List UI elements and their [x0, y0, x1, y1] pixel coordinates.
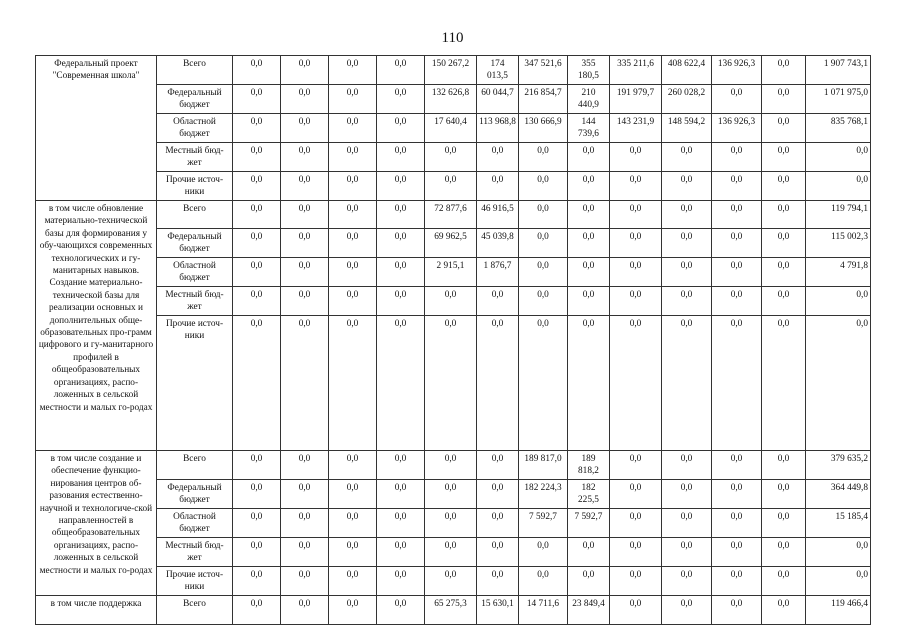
value-cell: 0,0 [233, 596, 281, 625]
value-cell: 0,0 [519, 316, 568, 451]
value-cell: 0,0 [329, 229, 377, 258]
value-cell: 0,0 [762, 538, 806, 567]
value-cell: 0,0 [425, 287, 477, 316]
value-cell: 0,0 [233, 85, 281, 114]
value-cell: 0,0 [762, 596, 806, 625]
value-cell: 136 926,3 [712, 56, 762, 85]
funding-source: Областной бюджет [157, 258, 233, 287]
value-cell: 189 817,0 [519, 451, 568, 480]
value-cell: 0,0 [762, 451, 806, 480]
total-cell: 1 071 975,0 [806, 85, 871, 114]
value-cell: 136 926,3 [712, 114, 762, 143]
value-cell: 0,0 [329, 114, 377, 143]
value-cell: 0,0 [662, 287, 712, 316]
value-cell: 0,0 [662, 201, 712, 229]
total-cell: 115 002,3 [806, 229, 871, 258]
value-cell: 0,0 [233, 567, 281, 596]
value-cell: 0,0 [762, 85, 806, 114]
page-number: 110 [441, 30, 464, 46]
value-cell: 0,0 [233, 201, 281, 229]
table-row [36, 538, 871, 567]
value-cell: 0,0 [281, 596, 329, 625]
table-row [36, 596, 871, 625]
value-cell: 0,0 [662, 316, 712, 451]
value-cell: 60 044,7 [477, 85, 519, 114]
value-cell: 182 224,3 [519, 480, 568, 509]
group-name: в том числе создание и обеспечение функцио-нирования центров об-разования естественно-научной и технологиче-ской направленностей в общеобразовательных организациях, распо-ложенных в сельской местности и малых го-родах [36, 451, 157, 596]
value-cell: 0,0 [281, 114, 329, 143]
value-cell: 0,0 [233, 287, 281, 316]
funding-source: Местный бюд-жет [157, 287, 233, 316]
value-cell: 0,0 [425, 567, 477, 596]
value-cell: 0,0 [610, 287, 662, 316]
funding-source: Областной бюджет [157, 114, 233, 143]
value-cell: 0,0 [377, 567, 425, 596]
value-cell: 143 231,9 [610, 114, 662, 143]
value-cell: 0,0 [662, 451, 712, 480]
value-cell: 0,0 [477, 480, 519, 509]
total-cell: 0,0 [806, 143, 871, 172]
value-cell: 0,0 [712, 201, 762, 229]
funding-source: Федеральный бюджет [157, 229, 233, 258]
value-cell: 0,0 [281, 316, 329, 451]
value-cell: 144 739,6 [568, 114, 610, 143]
value-cell: 210 440,9 [568, 85, 610, 114]
value-cell: 0,0 [477, 538, 519, 567]
total-cell: 0,0 [806, 538, 871, 567]
value-cell: 408 622,4 [662, 56, 712, 85]
value-cell: 0,0 [519, 538, 568, 567]
value-cell: 0,0 [712, 85, 762, 114]
value-cell: 0,0 [610, 201, 662, 229]
value-cell: 0,0 [377, 56, 425, 85]
value-cell: 0,0 [329, 567, 377, 596]
funding-source: Областной бюджет [157, 509, 233, 538]
value-cell: 0,0 [762, 567, 806, 596]
group-name: Федеральный проект "Современная школа" [36, 56, 157, 201]
table-row [36, 172, 871, 201]
value-cell: 0,0 [662, 172, 712, 201]
value-cell: 0,0 [281, 480, 329, 509]
funding-source: Федеральный бюджет [157, 85, 233, 114]
value-cell: 150 267,2 [425, 56, 477, 85]
value-cell: 0,0 [425, 509, 477, 538]
table-row [36, 509, 871, 538]
table-row [36, 287, 871, 316]
value-cell: 0,0 [377, 316, 425, 451]
value-cell: 0,0 [568, 143, 610, 172]
table-row [36, 85, 871, 114]
value-cell: 0,0 [568, 316, 610, 451]
value-cell: 0,0 [762, 509, 806, 538]
value-cell: 0,0 [377, 596, 425, 625]
value-cell: 0,0 [662, 509, 712, 538]
value-cell: 1 876,7 [477, 258, 519, 287]
value-cell: 0,0 [281, 85, 329, 114]
value-cell: 0,0 [519, 287, 568, 316]
value-cell: 216 854,7 [519, 85, 568, 114]
value-cell: 0,0 [281, 287, 329, 316]
value-cell: 15 630,1 [477, 596, 519, 625]
total-cell: 0,0 [806, 316, 871, 451]
value-cell: 0,0 [610, 596, 662, 625]
value-cell: 0,0 [712, 567, 762, 596]
value-cell: 0,0 [712, 451, 762, 480]
value-cell: 0,0 [519, 201, 568, 229]
value-cell: 0,0 [568, 567, 610, 596]
value-cell: 0,0 [762, 480, 806, 509]
value-cell: 0,0 [377, 258, 425, 287]
value-cell: 0,0 [519, 172, 568, 201]
value-cell: 0,0 [425, 538, 477, 567]
value-cell: 0,0 [281, 172, 329, 201]
value-cell: 0,0 [762, 316, 806, 451]
value-cell: 0,0 [425, 143, 477, 172]
value-cell: 0,0 [712, 596, 762, 625]
value-cell: 0,0 [377, 287, 425, 316]
value-cell: 0,0 [477, 509, 519, 538]
value-cell: 0,0 [610, 509, 662, 538]
value-cell: 0,0 [329, 258, 377, 287]
value-cell: 0,0 [712, 316, 762, 451]
table-row [36, 258, 871, 287]
value-cell: 0,0 [568, 287, 610, 316]
funding-source: Всего [157, 451, 233, 480]
value-cell: 0,0 [329, 56, 377, 85]
value-cell: 2 915,1 [425, 258, 477, 287]
value-cell: 0,0 [329, 201, 377, 229]
value-cell: 0,0 [610, 258, 662, 287]
total-cell: 0,0 [806, 287, 871, 316]
value-cell: 0,0 [568, 172, 610, 201]
value-cell: 0,0 [233, 56, 281, 85]
value-cell: 113 968,8 [477, 114, 519, 143]
value-cell: 0,0 [712, 287, 762, 316]
value-cell: 0,0 [477, 287, 519, 316]
value-cell: 260 028,2 [662, 85, 712, 114]
funding-source: Местный бюд-жет [157, 538, 233, 567]
value-cell: 0,0 [477, 143, 519, 172]
value-cell: 0,0 [762, 201, 806, 229]
value-cell: 0,0 [377, 114, 425, 143]
value-cell: 0,0 [519, 229, 568, 258]
value-cell: 0,0 [662, 258, 712, 287]
total-cell: 364 449,8 [806, 480, 871, 509]
value-cell: 0,0 [329, 538, 377, 567]
value-cell: 0,0 [762, 172, 806, 201]
value-cell: 7 592,7 [519, 509, 568, 538]
total-cell: 1 907 743,1 [806, 56, 871, 85]
value-cell: 0,0 [712, 143, 762, 172]
value-cell: 0,0 [281, 229, 329, 258]
value-cell: 0,0 [712, 509, 762, 538]
value-cell: 0,0 [233, 114, 281, 143]
value-cell: 0,0 [377, 229, 425, 258]
value-cell: 0,0 [712, 538, 762, 567]
value-cell: 0,0 [233, 258, 281, 287]
value-cell: 0,0 [329, 596, 377, 625]
value-cell: 0,0 [662, 596, 712, 625]
value-cell: 174 013,5 [477, 56, 519, 85]
value-cell: 0,0 [477, 567, 519, 596]
funding-source: Прочие источ-ники [157, 172, 233, 201]
value-cell: 0,0 [233, 172, 281, 201]
value-cell: 0,0 [712, 172, 762, 201]
value-cell: 0,0 [519, 258, 568, 287]
value-cell: 0,0 [329, 143, 377, 172]
value-cell: 0,0 [329, 85, 377, 114]
value-cell: 0,0 [568, 258, 610, 287]
value-cell: 191 979,7 [610, 85, 662, 114]
total-cell: 835 768,1 [806, 114, 871, 143]
value-cell: 0,0 [662, 538, 712, 567]
funding-source: Федеральный бюджет [157, 480, 233, 509]
value-cell: 0,0 [712, 480, 762, 509]
table-row [36, 316, 871, 451]
value-cell: 0,0 [329, 316, 377, 451]
value-cell: 0,0 [762, 258, 806, 287]
group-name: в том числе поддержка [36, 596, 157, 625]
value-cell: 347 521,6 [519, 56, 568, 85]
value-cell: 0,0 [329, 172, 377, 201]
value-cell: 0,0 [662, 229, 712, 258]
value-cell: 0,0 [377, 172, 425, 201]
value-cell: 132 626,8 [425, 85, 477, 114]
funding-source: Всего [157, 201, 233, 229]
value-cell: 0,0 [477, 451, 519, 480]
value-cell: 0,0 [377, 451, 425, 480]
value-cell: 0,0 [233, 480, 281, 509]
value-cell: 0,0 [281, 143, 329, 172]
funding-source: Прочие источ-ники [157, 567, 233, 596]
table-row [36, 201, 871, 229]
value-cell: 0,0 [281, 451, 329, 480]
value-cell: 45 039,8 [477, 229, 519, 258]
value-cell: 0,0 [425, 480, 477, 509]
value-cell: 355 180,5 [568, 56, 610, 85]
value-cell: 0,0 [568, 538, 610, 567]
value-cell: 0,0 [712, 229, 762, 258]
value-cell: 0,0 [712, 258, 762, 287]
value-cell: 0,0 [762, 143, 806, 172]
funding-source: Прочие источ-ники [157, 316, 233, 451]
value-cell: 0,0 [662, 480, 712, 509]
value-cell: 189 818,2 [568, 451, 610, 480]
value-cell: 0,0 [762, 287, 806, 316]
value-cell: 0,0 [233, 538, 281, 567]
value-cell: 0,0 [477, 172, 519, 201]
value-cell: 148 594,2 [662, 114, 712, 143]
value-cell: 0,0 [568, 201, 610, 229]
total-cell: 379 635,2 [806, 451, 871, 480]
funding-source: Местный бюд-жет [157, 143, 233, 172]
table-row [36, 229, 871, 258]
value-cell: 0,0 [281, 538, 329, 567]
value-cell: 0,0 [233, 451, 281, 480]
value-cell: 0,0 [610, 451, 662, 480]
value-cell: 0,0 [329, 451, 377, 480]
value-cell: 0,0 [519, 567, 568, 596]
value-cell: 14 711,6 [519, 596, 568, 625]
value-cell: 0,0 [477, 316, 519, 451]
table-row [36, 480, 871, 509]
value-cell: 0,0 [329, 509, 377, 538]
value-cell: 0,0 [610, 229, 662, 258]
total-cell: 119 466,4 [806, 596, 871, 625]
value-cell: 0,0 [377, 538, 425, 567]
value-cell: 0,0 [662, 143, 712, 172]
value-cell: 0,0 [281, 509, 329, 538]
value-cell: 0,0 [568, 229, 610, 258]
value-cell: 0,0 [281, 56, 329, 85]
value-cell: 0,0 [425, 316, 477, 451]
value-cell: 0,0 [377, 201, 425, 229]
value-cell: 0,0 [233, 316, 281, 451]
total-cell: 0,0 [806, 567, 871, 596]
value-cell: 0,0 [610, 316, 662, 451]
value-cell: 0,0 [281, 201, 329, 229]
value-cell: 0,0 [610, 172, 662, 201]
value-cell: 65 275,3 [425, 596, 477, 625]
value-cell: 23 849,4 [568, 596, 610, 625]
value-cell: 69 962,5 [425, 229, 477, 258]
value-cell: 0,0 [762, 229, 806, 258]
total-cell: 0,0 [806, 172, 871, 201]
value-cell: 0,0 [233, 143, 281, 172]
table-row [36, 567, 871, 596]
value-cell: 0,0 [662, 567, 712, 596]
value-cell: 7 592,7 [568, 509, 610, 538]
table-row [36, 143, 871, 172]
funding-source: Всего [157, 596, 233, 625]
value-cell: 130 666,9 [519, 114, 568, 143]
value-cell: 17 640,4 [425, 114, 477, 143]
group-name: в том числе обновление материально-технической базы для формирования у обу-чающихся современных технологических и гу-манитарных навыков. Создание материально-технической базы для реализации основных и дополнительных обще-образовательных про-грамм цифрового и гу-манитарного профилей в общеобразовательных организациях, распо-ложенных в сельской местности и малых го-родах [36, 201, 157, 451]
value-cell: 0,0 [377, 480, 425, 509]
value-cell: 0,0 [377, 85, 425, 114]
total-cell: 15 185,4 [806, 509, 871, 538]
value-cell: 0,0 [233, 509, 281, 538]
value-cell: 0,0 [425, 172, 477, 201]
value-cell: 335 211,6 [610, 56, 662, 85]
value-cell: 0,0 [610, 538, 662, 567]
table-row [36, 114, 871, 143]
value-cell: 0,0 [610, 480, 662, 509]
table-row [36, 451, 871, 480]
value-cell: 46 916,5 [477, 201, 519, 229]
total-cell: 119 794,1 [806, 201, 871, 229]
value-cell: 0,0 [610, 567, 662, 596]
value-cell: 0,0 [425, 451, 477, 480]
table-row [36, 56, 871, 85]
total-cell: 4 791,8 [806, 258, 871, 287]
value-cell: 182 225,5 [568, 480, 610, 509]
funding-source: Всего [157, 56, 233, 85]
value-cell: 0,0 [329, 287, 377, 316]
value-cell: 0,0 [281, 258, 329, 287]
value-cell: 0,0 [377, 143, 425, 172]
value-cell: 0,0 [377, 509, 425, 538]
value-cell: 0,0 [762, 114, 806, 143]
value-cell: 0,0 [233, 229, 281, 258]
value-cell: 0,0 [610, 143, 662, 172]
value-cell: 0,0 [519, 143, 568, 172]
value-cell: 0,0 [762, 56, 806, 85]
value-cell: 0,0 [329, 480, 377, 509]
budget-table [35, 55, 871, 625]
value-cell: 0,0 [281, 567, 329, 596]
value-cell: 72 877,6 [425, 201, 477, 229]
